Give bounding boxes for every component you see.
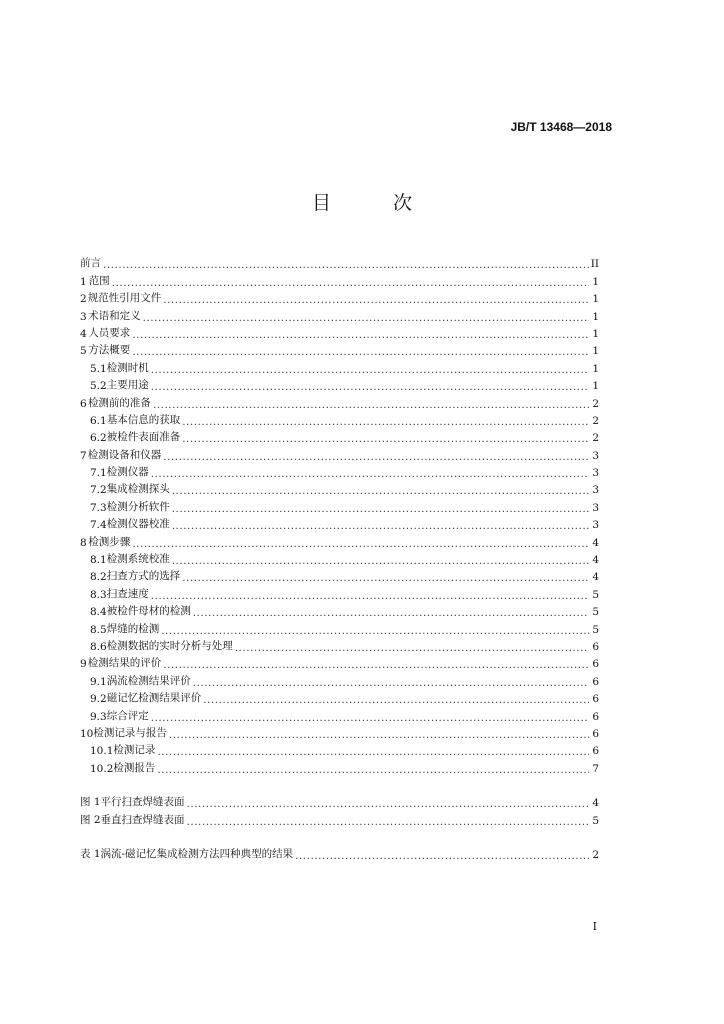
toc-entry-page: 1: [592, 380, 599, 393]
toc-entry-page: 2: [592, 414, 599, 427]
toc-entry-page: 3: [592, 449, 599, 462]
toc-entry-page: 4: [592, 797, 599, 810]
toc-entry-number: 10.2: [90, 762, 114, 775]
toc-entry-label: 检测报告: [113, 761, 156, 774]
toc-entry-label: 检测记录: [113, 744, 156, 757]
toc-entry-label: 规范性引用文件: [87, 292, 162, 305]
toc-entry[interactable]: [80, 757, 599, 774]
toc-entry[interactable]: [80, 636, 599, 653]
toc-entry-page: 6: [592, 727, 599, 740]
toc-entry-label: 基本信息的获取: [106, 413, 181, 426]
toc-entry[interactable]: [80, 566, 599, 583]
toc-entry-label: 综合评定: [106, 709, 149, 722]
toc-entry[interactable]: [80, 844, 599, 861]
toc-entry-number: 7: [80, 449, 87, 462]
toc-leader-dots: [112, 278, 589, 288]
toc-entry[interactable]: [80, 357, 599, 374]
toc-leader-dots: [169, 730, 589, 740]
toc-entry-page: 3: [592, 467, 599, 480]
toc-entry-number: 6.1: [90, 414, 107, 427]
toc-entry[interactable]: [80, 514, 599, 531]
page-number: I: [592, 920, 597, 933]
toc-entry-number: 8: [80, 536, 87, 549]
toc-leader-dots: [172, 486, 589, 496]
toc-leader-dots: [235, 643, 589, 653]
toc-entry-page: 5: [592, 588, 599, 601]
toc-entry[interactable]: [80, 496, 599, 513]
toc-entry-label: 涡流-磁记忆集成检测方法四种典型的结果: [100, 847, 294, 860]
toc-entry-number: 9.2: [90, 693, 107, 706]
toc-entry-page: 5: [592, 814, 599, 827]
toc-entry-number: 10.1: [90, 745, 114, 758]
toc-entry-label: 检测系统校准: [106, 553, 170, 566]
toc-entry-page: 1: [592, 310, 599, 323]
toc-entry-number: 7.2: [90, 484, 107, 497]
toc-entry-number: 图 2: [80, 813, 101, 826]
toc-entry-page: 1: [592, 362, 599, 375]
toc-entry-label: 范围: [88, 274, 110, 287]
toc-entry[interactable]: [80, 427, 599, 444]
toc-leader-dots: [163, 295, 589, 305]
toc-entry-label: 检测步骤: [88, 535, 131, 548]
toc-entry-number: 3: [80, 310, 87, 323]
toc-entry-label: 被检件母材的检测: [106, 605, 191, 618]
toc-leader-dots: [103, 260, 589, 270]
toc-figures: [80, 792, 599, 827]
page-title: 目 次: [311, 192, 441, 214]
toc-entry-number: 表 1: [80, 847, 101, 860]
toc-entry-number: 10: [80, 727, 94, 740]
toc-entry-page: 5: [592, 623, 599, 636]
toc-entry-label: 集成检测探头: [106, 483, 170, 496]
toc-entry[interactable]: [80, 444, 599, 461]
toc-leader-dots: [172, 504, 589, 514]
toc-entry-page: 1: [592, 345, 599, 358]
toc-entry[interactable]: [80, 740, 599, 757]
toc-entry-number: 7.1: [90, 467, 107, 480]
toc-entry-page: 6: [592, 693, 599, 706]
toc-leader-dots: [193, 678, 589, 688]
toc-entry[interactable]: [80, 705, 599, 722]
toc-entry-label: 磁记忆检测结果评价: [106, 692, 202, 705]
toc-entry[interactable]: [80, 305, 599, 322]
toc-entry-label: 垂直扫查焊缝表面: [100, 813, 185, 826]
toc-entry-number: 8.2: [90, 571, 107, 584]
toc-entry[interactable]: [80, 688, 599, 705]
toc-leader-dots: [187, 799, 589, 809]
toc-entry-label: 前言: [80, 257, 101, 270]
toc-entry-label: 扫查速度: [106, 587, 149, 600]
toc-entry-page: 6: [592, 745, 599, 758]
toc-entry-number: 9: [80, 658, 87, 671]
toc-entry-page: 3: [592, 501, 599, 514]
toc-entry-page: 6: [592, 658, 599, 671]
toc-entry-label: 检测前的准备: [87, 396, 151, 409]
toc-entry-number: 5.2: [90, 380, 107, 393]
toc-entry-number: 6.2: [90, 432, 107, 445]
toc-leader-dots: [143, 313, 589, 323]
toc-leader-dots: [151, 591, 589, 601]
toc-leader-dots: [161, 626, 589, 636]
toc-entry-page: 6: [592, 640, 599, 653]
toc-entry-page: 4: [592, 554, 599, 567]
toc-entry-number: 8.6: [90, 640, 107, 653]
toc-leader-dots: [153, 400, 589, 410]
toc-entry[interactable]: [80, 792, 599, 809]
toc-leader-dots: [151, 382, 589, 392]
toc-leader-dots: [187, 817, 589, 827]
toc-entry-number: 8.3: [90, 588, 107, 601]
toc-entry-page: 5: [592, 606, 599, 619]
toc-entry-number: 9.3: [90, 710, 107, 723]
toc-entry-label: 被检件表面准备: [106, 431, 181, 444]
toc-entry-label: 检测时机: [106, 361, 149, 374]
toc-entry[interactable]: [80, 253, 599, 270]
toc-entry[interactable]: [80, 809, 599, 826]
table-of-contents: [80, 253, 599, 861]
toc-front-matter: [80, 253, 599, 270]
toc-entry[interactable]: [80, 618, 599, 635]
toc-entry[interactable]: [80, 601, 599, 618]
toc-entry-label: 扫查方式的选择: [106, 570, 181, 583]
toc-entry-number: 4: [80, 327, 87, 340]
toc-entry[interactable]: [80, 392, 599, 409]
toc-entry[interactable]: [80, 410, 599, 427]
toc-entry-page: 1: [592, 275, 599, 288]
toc-leader-dots: [182, 573, 589, 583]
toc-entry-number: 6: [80, 397, 87, 410]
toc-entry-label: 主要用途: [106, 379, 149, 392]
toc-leader-dots: [295, 851, 589, 861]
toc-entry[interactable]: [80, 670, 599, 687]
toc-entry-page: II: [590, 258, 599, 271]
toc-entry[interactable]: [80, 479, 599, 496]
toc-entry-number: 7.3: [90, 501, 107, 514]
toc-entry-number: 8.4: [90, 606, 107, 619]
toc-leader-dots: [182, 434, 589, 444]
toc-entry[interactable]: [80, 375, 599, 392]
toc-leader-dots: [182, 417, 589, 427]
toc-entry-label: 人员要求: [88, 326, 131, 339]
toc-entry[interactable]: [80, 323, 599, 340]
toc-entry-label: 术语和定义: [88, 309, 141, 322]
toc-entry-number: 5: [80, 345, 87, 358]
toc-entry-label: 焊缝的检测: [106, 622, 160, 635]
toc-sections: [80, 270, 599, 774]
toc-entry[interactable]: [80, 653, 599, 670]
toc-leader-dots: [151, 469, 589, 479]
toc-entry-label: 检测数据的实时分析与处理: [106, 639, 233, 652]
standard-code: JB/T 13468—2018: [510, 120, 612, 134]
toc-entry[interactable]: [80, 288, 599, 305]
toc-entry-label: 检测分析软件: [106, 500, 170, 513]
toc-entry-page: 3: [592, 484, 599, 497]
toc-tables: [80, 844, 599, 861]
toc-entry-label: 检测记录与报告: [93, 726, 167, 739]
toc-leader-dots: [203, 695, 589, 705]
toc-entry-page: 2: [592, 397, 599, 410]
toc-spacer: [80, 827, 599, 844]
toc-entry-label: 平行扫查焊缝表面: [100, 796, 185, 809]
toc-leader-dots: [132, 330, 589, 340]
toc-entry-page: 6: [592, 675, 599, 688]
toc-entry[interactable]: [80, 531, 599, 548]
toc-entry-number: 5.1: [90, 362, 107, 375]
toc-entry-page: 4: [592, 536, 599, 549]
toc-entry-label: 涡流检测结果评价: [106, 674, 191, 687]
toc-entry-page: 7: [592, 762, 599, 775]
toc-entry-number: 2: [80, 293, 87, 306]
toc-leader-dots: [151, 713, 589, 723]
toc-entry[interactable]: [80, 462, 599, 479]
toc-spacer: [80, 775, 599, 792]
toc-leader-dots: [193, 608, 589, 618]
toc-leader-dots: [157, 765, 589, 775]
toc-entry-number: 8.1: [90, 554, 107, 567]
toc-entry-label: 检测仪器校准: [106, 518, 170, 531]
toc-entry-number: 8.5: [90, 623, 107, 636]
toc-entry-number: 9.1: [90, 675, 107, 688]
toc-leader-dots: [163, 660, 589, 670]
toc-entry[interactable]: [80, 340, 599, 357]
toc-entry[interactable]: [80, 270, 599, 287]
toc-leader-dots: [172, 521, 589, 531]
toc-leader-dots: [151, 365, 589, 375]
toc-entry[interactable]: [80, 583, 599, 600]
toc-entry-page: 1: [592, 327, 599, 340]
toc-entry-page: 3: [592, 519, 599, 532]
toc-entry-label: 检测结果的评价: [87, 657, 162, 670]
toc-entry-number: 1: [80, 275, 87, 288]
toc-entry-label: 方法概要: [88, 344, 131, 357]
toc-entry-page: 4: [592, 571, 599, 584]
toc-entry-page: 6: [592, 710, 599, 723]
toc-entry-page: 2: [592, 848, 599, 861]
toc-leader-dots: [132, 539, 589, 549]
toc-leader-dots: [163, 452, 589, 462]
toc-entry-page: 2: [592, 432, 599, 445]
toc-leader-dots: [172, 556, 589, 566]
toc-leader-dots: [157, 747, 589, 757]
toc-entry-page: 1: [592, 293, 599, 306]
toc-entry[interactable]: [80, 549, 599, 566]
toc-entry-number: 7.4: [90, 519, 107, 532]
toc-entry-label: 检测设备和仪器: [87, 448, 162, 461]
toc-entry[interactable]: [80, 723, 599, 740]
toc-entry-number: 图 1: [80, 796, 101, 809]
toc-leader-dots: [132, 347, 589, 357]
toc-entry-label: 检测仪器: [106, 466, 149, 479]
